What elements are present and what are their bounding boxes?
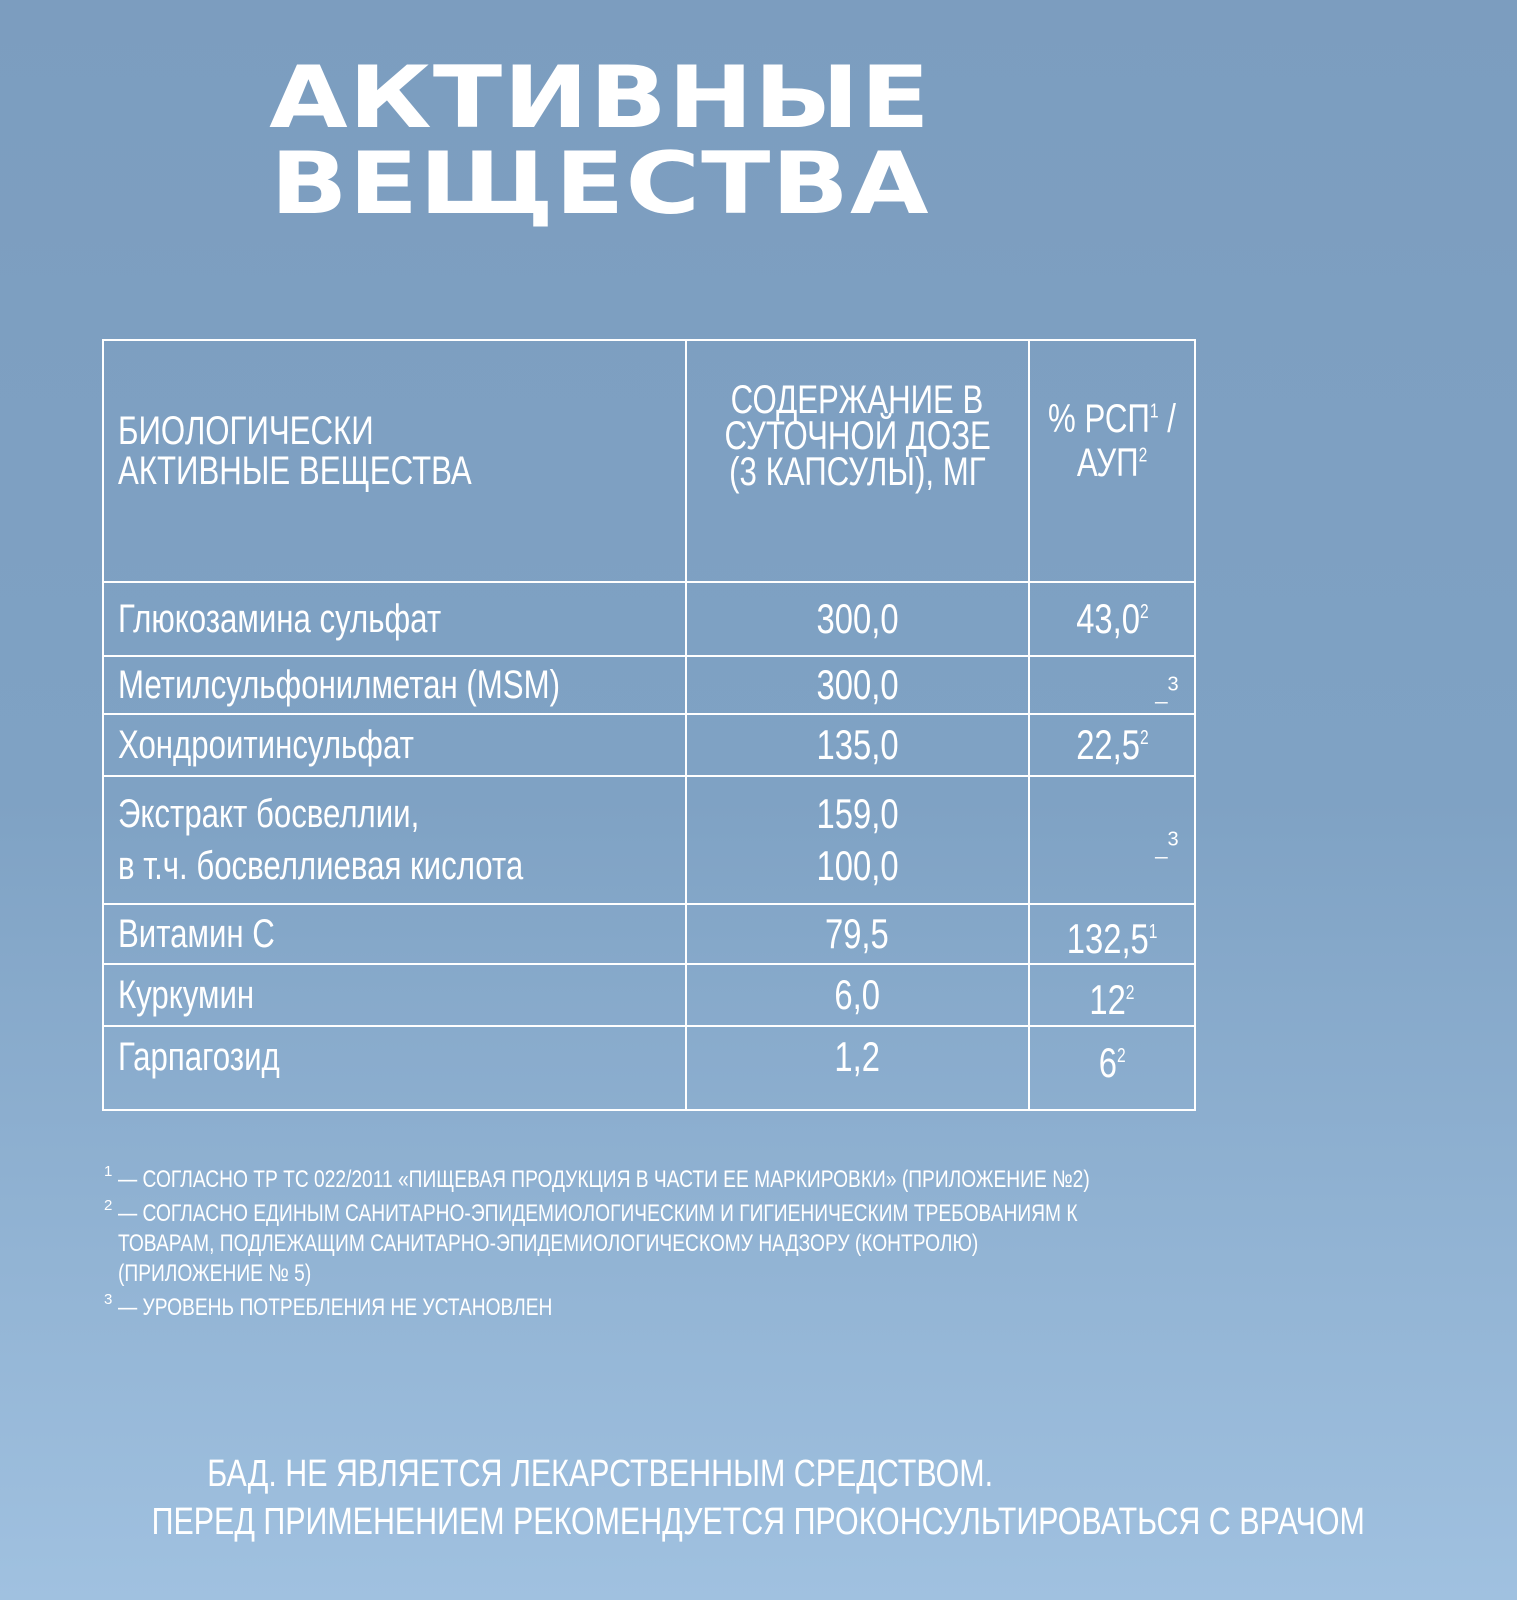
table-header-row xyxy=(103,340,1195,582)
disclaimer xyxy=(0,1450,1365,1546)
substance-percent-sup: 2 xyxy=(1116,1045,1126,1067)
substance-value: 1,2 xyxy=(834,1033,881,1080)
substance-name-2: в т.ч. босвеллиевая кислота xyxy=(118,844,524,888)
substance-percent: 12 xyxy=(1089,976,1126,1023)
disclaimer-line-1: БАД. НЕ ЯВЛЯЕТСЯ ЛЕКАРСТВЕННЫМ СРЕДСТВОМ. xyxy=(207,1453,993,1495)
footnote-2 xyxy=(104,1199,1124,1289)
substance-percent: 6 xyxy=(1098,1039,1117,1086)
active-substances-table-wrap xyxy=(102,339,1196,1111)
footnote-1 xyxy=(104,1165,1124,1195)
footnotes xyxy=(104,1165,1124,1327)
substance-name: Метилсульфонилметан (MSM) xyxy=(118,662,560,707)
header-dose-line-3: (3 КАПСУЛЫ), МГ xyxy=(729,450,986,494)
substance-percent-sup: 2 xyxy=(1139,601,1149,623)
substance-percent: 43,0 xyxy=(1075,595,1140,642)
header-percent-sup-1: 1 xyxy=(1149,400,1159,423)
table-row xyxy=(103,776,1195,904)
footnote-text: — СОГЛАСНО ТР ТС 022/2011 «ПИЩЕВАЯ ПРОДУКЦИЯ В ЧАСТИ ЕЕ МАРКИРОВКИ» (ПРИЛОЖЕНИЕ №2) xyxy=(118,1166,1090,1193)
substance-name: Витамин С xyxy=(118,911,275,956)
footnote-text: — СОГЛАСНО ЕДИНЫМ САНИТАРНО-ЭПИДЕМИОЛОГИЧЕСКИМ И ГИГИЕНИЧЕСКИМ ТРЕБОВАНИЯМ К ТОВАРАМ, ПОДЛЕЖАЩИМ САНИТАРНО-ЭПИДЕМИОЛОГИЧЕСКОМУ НАДЗОРУ (КОНТРОЛЮ) (ПРИЛОЖЕНИЕ № 5) xyxy=(118,1200,1078,1287)
table-row xyxy=(103,656,1195,714)
substance-percent-sup: 3 xyxy=(1167,828,1179,851)
substance-value: 159,0 xyxy=(816,790,899,837)
substance-value: 6,0 xyxy=(834,971,881,1018)
title-line-1: АКТИВНЫЕ xyxy=(269,48,931,148)
disclaimer-line-2: ПЕРЕД ПРИМЕНЕНИЕМ РЕКОМЕНДУЕТСЯ ПРОКОНСУЛЬТИРОВАТЬСЯ С ВРАЧОМ xyxy=(151,1501,1365,1543)
page-title xyxy=(0,48,1200,234)
substance-value: 135,0 xyxy=(816,721,899,768)
header-substances xyxy=(103,340,686,582)
substance-percent: _ xyxy=(1155,679,1168,704)
header-percent-sup-2: 2 xyxy=(1138,444,1148,467)
substance-value: 300,0 xyxy=(816,595,899,642)
substance-value-2: 100,0 xyxy=(816,842,899,889)
substance-percent-sup: 1 xyxy=(1148,921,1158,943)
footnote-mark: 1 xyxy=(104,1163,113,1180)
substance-percent-sup: 2 xyxy=(1125,982,1135,1004)
substance-name: Гарпагозид xyxy=(118,1034,280,1079)
substance-percent: _ xyxy=(1155,834,1168,859)
footnote-3 xyxy=(104,1293,1124,1323)
header-substances-line-1: БИОЛОГИЧЕСКИ xyxy=(118,409,374,453)
substance-value: 300,0 xyxy=(816,661,899,708)
active-substances-table xyxy=(102,339,1196,1111)
substance-percent-sup: 3 xyxy=(1167,673,1179,696)
substance-percent-sup: 2 xyxy=(1139,727,1149,749)
substance-name: Глюкозамина сульфат xyxy=(118,596,442,641)
header-percent-slash: / xyxy=(1167,397,1176,441)
table-row xyxy=(103,582,1195,656)
header-percent xyxy=(1029,340,1195,582)
title-line-2: ВЕЩЕСТВА xyxy=(270,134,930,234)
header-percent-line-2: АУП xyxy=(1076,441,1139,485)
table-row xyxy=(103,964,1195,1026)
table-row xyxy=(103,714,1195,776)
header-percent-line-1: % РСП xyxy=(1048,397,1150,441)
substance-percent: 22,5 xyxy=(1075,721,1140,768)
footnote-mark: 3 xyxy=(104,1291,113,1308)
footnote-text: — УРОВЕНЬ ПОТРЕБЛЕНИЯ НЕ УСТАНОВЛЕН xyxy=(118,1294,553,1321)
table-row xyxy=(103,1026,1195,1110)
header-dose-line-1: СОДЕРЖАНИЕ В xyxy=(730,378,984,422)
header-dose-line-2: СУТОЧНОЙ ДОЗЕ xyxy=(724,414,991,458)
header-daily-dose xyxy=(686,340,1029,582)
substance-name: Хондроитинсульфат xyxy=(118,722,414,767)
header-substances-line-2: АКТИВНЫЕ ВЕЩЕСТВА xyxy=(118,449,472,493)
substance-percent: 132,5 xyxy=(1066,915,1149,962)
footnote-mark: 2 xyxy=(104,1197,113,1214)
substance-value: 79,5 xyxy=(825,910,890,957)
substance-name: Куркумин xyxy=(118,972,255,1017)
table-row xyxy=(103,904,1195,964)
substance-name: Экстракт босвеллии, xyxy=(118,792,420,836)
